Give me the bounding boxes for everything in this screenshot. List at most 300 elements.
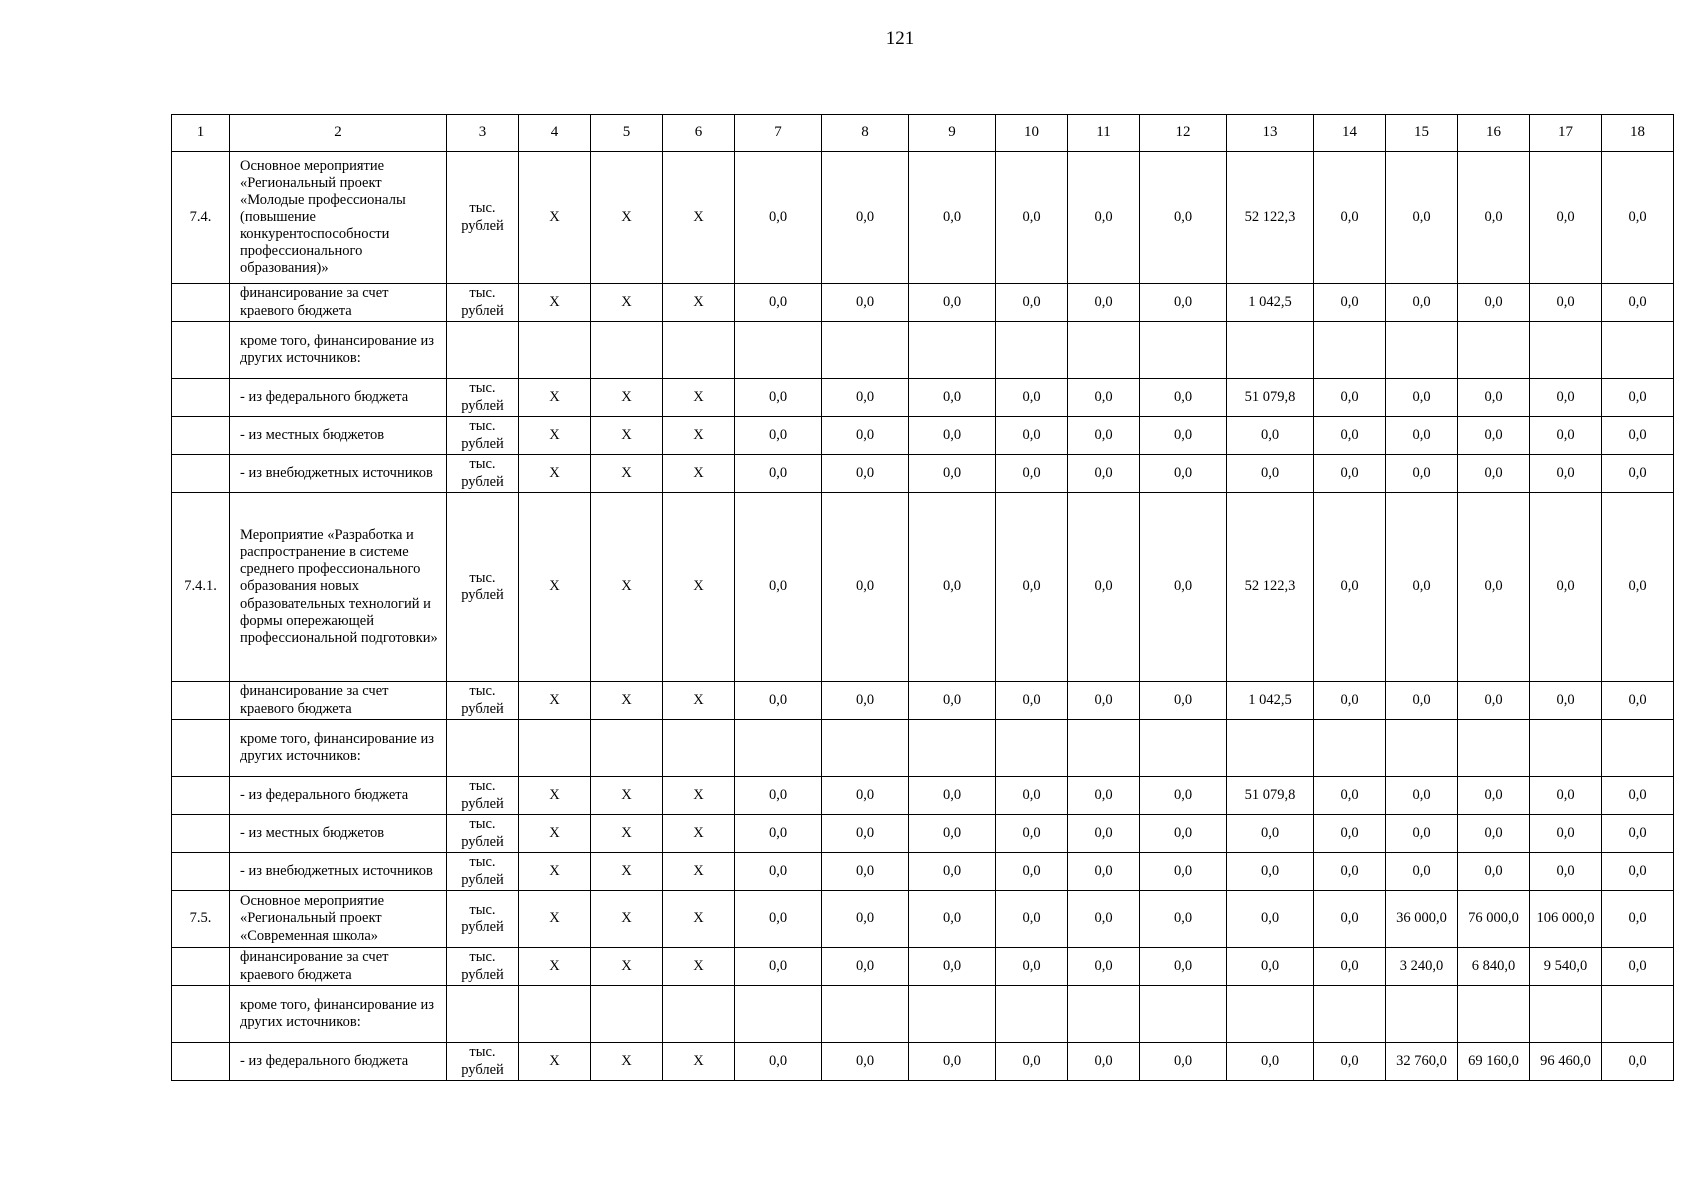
value-cell: 36 000,0 bbox=[1386, 891, 1458, 948]
value-cell: 0,0 bbox=[1386, 493, 1458, 682]
value-cell: 0,0 bbox=[822, 455, 909, 493]
row-name-cell: - из федерального бюджета bbox=[230, 1043, 447, 1081]
value-cell: 0,0 bbox=[1227, 815, 1314, 853]
value-cell: 0,0 bbox=[1530, 417, 1602, 455]
value-cell: 0,0 bbox=[1602, 455, 1674, 493]
value-cell: 0,0 bbox=[909, 455, 996, 493]
table-row bbox=[172, 777, 1674, 815]
value-cell: 0,0 bbox=[1140, 455, 1227, 493]
value-cell: 1 042,5 bbox=[1227, 284, 1314, 322]
row-name-cell: финансирование за счет краевого бюджета bbox=[230, 948, 447, 986]
value-cell: 0,0 bbox=[1314, 1043, 1386, 1081]
table-row bbox=[172, 891, 1674, 948]
value-cell: 0,0 bbox=[909, 891, 996, 948]
row-name-cell: - из внебюджетных источников bbox=[230, 455, 447, 493]
value-cell: 0,0 bbox=[735, 417, 822, 455]
value-cell bbox=[1530, 720, 1602, 777]
value-cell: X bbox=[591, 493, 663, 682]
value-cell: 0,0 bbox=[822, 417, 909, 455]
value-cell: 0,0 bbox=[996, 1043, 1068, 1081]
header-cell: 12 bbox=[1140, 115, 1227, 152]
table-row bbox=[172, 1043, 1674, 1081]
value-cell: 0,0 bbox=[1386, 379, 1458, 417]
value-cell: 0,0 bbox=[1458, 455, 1530, 493]
value-cell: 0,0 bbox=[735, 379, 822, 417]
header-cell: 8 bbox=[822, 115, 909, 152]
value-cell: X bbox=[663, 891, 735, 948]
value-cell: 0,0 bbox=[822, 815, 909, 853]
page-number: 121 bbox=[885, 28, 915, 49]
header-cell: 14 bbox=[1314, 115, 1386, 152]
value-cell: 0,0 bbox=[1458, 777, 1530, 815]
value-cell: 0,0 bbox=[996, 948, 1068, 986]
value-cell: 0,0 bbox=[996, 379, 1068, 417]
value-cell: 0,0 bbox=[1314, 948, 1386, 986]
value-cell bbox=[822, 986, 909, 1043]
unit-cell: тыс. рублей bbox=[447, 948, 519, 986]
value-cell: 0,0 bbox=[1068, 284, 1140, 322]
header-cell: 1 bbox=[172, 115, 230, 152]
value-cell bbox=[1386, 322, 1458, 379]
value-cell: 0,0 bbox=[1314, 152, 1386, 284]
value-cell: 0,0 bbox=[909, 379, 996, 417]
value-cell: X bbox=[519, 455, 591, 493]
unit-cell: тыс. рублей bbox=[447, 379, 519, 417]
value-cell: 0,0 bbox=[996, 455, 1068, 493]
row-number-cell bbox=[172, 1043, 230, 1081]
value-cell: 0,0 bbox=[1602, 815, 1674, 853]
value-cell bbox=[663, 720, 735, 777]
value-cell: 3 240,0 bbox=[1386, 948, 1458, 986]
row-number-cell bbox=[172, 777, 230, 815]
value-cell: 0,0 bbox=[1602, 379, 1674, 417]
value-cell: 0,0 bbox=[1314, 455, 1386, 493]
value-cell: 0,0 bbox=[1386, 284, 1458, 322]
value-cell bbox=[735, 986, 822, 1043]
value-cell: X bbox=[519, 948, 591, 986]
row-number-cell bbox=[172, 948, 230, 986]
row-number-cell bbox=[172, 379, 230, 417]
value-cell: 0,0 bbox=[1602, 152, 1674, 284]
value-cell: 0,0 bbox=[822, 891, 909, 948]
value-cell: 0,0 bbox=[1458, 284, 1530, 322]
row-name-cell: Основное мероприятие «Региональный проект «Молодые профессионалы (повышение конкурентоспособности профессионального образования)» bbox=[230, 152, 447, 284]
row-name-cell: Основное мероприятие «Региональный проект «Современная школа» bbox=[230, 891, 447, 948]
value-cell: 51 079,8 bbox=[1227, 379, 1314, 417]
value-cell: 0,0 bbox=[735, 1043, 822, 1081]
table-row bbox=[172, 815, 1674, 853]
value-cell: 0,0 bbox=[822, 777, 909, 815]
row-number-cell: 7.4.1. bbox=[172, 493, 230, 682]
value-cell bbox=[1314, 322, 1386, 379]
value-cell bbox=[1140, 986, 1227, 1043]
value-cell: 0,0 bbox=[909, 853, 996, 891]
value-cell bbox=[663, 986, 735, 1043]
value-cell bbox=[1140, 322, 1227, 379]
row-name-cell: кроме того, финансирование из других источников: bbox=[230, 720, 447, 777]
value-cell bbox=[735, 322, 822, 379]
value-cell: 0,0 bbox=[1386, 682, 1458, 720]
row-number-cell bbox=[172, 986, 230, 1043]
value-cell: 0,0 bbox=[1068, 891, 1140, 948]
value-cell: 0,0 bbox=[1602, 493, 1674, 682]
value-cell: 0,0 bbox=[1458, 152, 1530, 284]
value-cell: 9 540,0 bbox=[1530, 948, 1602, 986]
value-cell bbox=[1227, 322, 1314, 379]
value-cell: 0,0 bbox=[996, 284, 1068, 322]
header-cell: 13 bbox=[1227, 115, 1314, 152]
value-cell bbox=[1386, 986, 1458, 1043]
value-cell: X bbox=[663, 948, 735, 986]
value-cell: X bbox=[663, 1043, 735, 1081]
value-cell: 0,0 bbox=[1458, 493, 1530, 682]
value-cell: 0,0 bbox=[822, 284, 909, 322]
value-cell: 0,0 bbox=[909, 777, 996, 815]
value-cell: X bbox=[519, 417, 591, 455]
value-cell bbox=[1140, 720, 1227, 777]
value-cell: 0,0 bbox=[1227, 891, 1314, 948]
value-cell: X bbox=[591, 948, 663, 986]
value-cell: X bbox=[591, 417, 663, 455]
value-cell: 0,0 bbox=[1314, 815, 1386, 853]
value-cell: 0,0 bbox=[996, 682, 1068, 720]
value-cell: 0,0 bbox=[1386, 777, 1458, 815]
value-cell: 0,0 bbox=[1530, 493, 1602, 682]
value-cell: 0,0 bbox=[735, 284, 822, 322]
value-cell: 0,0 bbox=[909, 493, 996, 682]
unit-cell: тыс. рублей bbox=[447, 853, 519, 891]
value-cell: 0,0 bbox=[1386, 152, 1458, 284]
value-cell: X bbox=[663, 152, 735, 284]
row-number-cell bbox=[172, 455, 230, 493]
table-row bbox=[172, 682, 1674, 720]
value-cell: 0,0 bbox=[1068, 152, 1140, 284]
value-cell: 0,0 bbox=[1458, 853, 1530, 891]
value-cell: 0,0 bbox=[996, 891, 1068, 948]
header-cell: 9 bbox=[909, 115, 996, 152]
value-cell: 0,0 bbox=[1602, 682, 1674, 720]
value-cell: 0,0 bbox=[909, 1043, 996, 1081]
value-cell: 0,0 bbox=[822, 682, 909, 720]
value-cell: 0,0 bbox=[909, 948, 996, 986]
value-cell: 0,0 bbox=[1530, 682, 1602, 720]
value-cell: X bbox=[519, 1043, 591, 1081]
header-cell: 6 bbox=[663, 115, 735, 152]
value-cell bbox=[1068, 986, 1140, 1043]
value-cell bbox=[735, 720, 822, 777]
table-row bbox=[172, 948, 1674, 986]
value-cell bbox=[1227, 720, 1314, 777]
value-cell: 0,0 bbox=[735, 891, 822, 948]
value-cell: 0,0 bbox=[822, 379, 909, 417]
value-cell: 0,0 bbox=[996, 493, 1068, 682]
value-cell: 0,0 bbox=[1068, 815, 1140, 853]
value-cell: 0,0 bbox=[1140, 777, 1227, 815]
value-cell bbox=[909, 720, 996, 777]
value-cell: 51 079,8 bbox=[1227, 777, 1314, 815]
value-cell: 96 460,0 bbox=[1530, 1043, 1602, 1081]
unit-cell: тыс. рублей bbox=[447, 284, 519, 322]
value-cell bbox=[519, 322, 591, 379]
budget-table bbox=[171, 114, 1674, 1081]
value-cell: X bbox=[519, 284, 591, 322]
value-cell bbox=[1458, 986, 1530, 1043]
value-cell: 52 122,3 bbox=[1227, 493, 1314, 682]
table-row bbox=[172, 720, 1674, 777]
value-cell: 0,0 bbox=[1140, 379, 1227, 417]
value-cell bbox=[1530, 322, 1602, 379]
table-row bbox=[172, 986, 1674, 1043]
value-cell: 0,0 bbox=[1602, 1043, 1674, 1081]
value-cell bbox=[996, 986, 1068, 1043]
value-cell: 0,0 bbox=[1602, 853, 1674, 891]
value-cell: 0,0 bbox=[1314, 417, 1386, 455]
value-cell: 0,0 bbox=[1458, 682, 1530, 720]
value-cell: X bbox=[663, 853, 735, 891]
value-cell: 69 160,0 bbox=[1458, 1043, 1530, 1081]
value-cell: 0,0 bbox=[1068, 853, 1140, 891]
value-cell: 0,0 bbox=[1602, 948, 1674, 986]
row-name-cell: - из местных бюджетов bbox=[230, 815, 447, 853]
table-row bbox=[172, 152, 1674, 284]
value-cell: 0,0 bbox=[1458, 815, 1530, 853]
value-cell: 0,0 bbox=[1314, 891, 1386, 948]
value-cell: 0,0 bbox=[996, 417, 1068, 455]
row-number-cell bbox=[172, 417, 230, 455]
header-cell: 11 bbox=[1068, 115, 1140, 152]
value-cell: 0,0 bbox=[1530, 853, 1602, 891]
row-name-cell: Мероприятие «Разработка и распространение в системе среднего профессионального образования новых образовательных технологий и формы опережающей профессиональной подготовки» bbox=[230, 493, 447, 682]
table-row bbox=[172, 284, 1674, 322]
value-cell: 6 840,0 bbox=[1458, 948, 1530, 986]
header-cell: 18 bbox=[1602, 115, 1674, 152]
value-cell: 0,0 bbox=[1314, 493, 1386, 682]
row-number-cell bbox=[172, 682, 230, 720]
value-cell: 0,0 bbox=[1227, 948, 1314, 986]
value-cell: X bbox=[663, 455, 735, 493]
row-name-cell: кроме того, финансирование из других источников: bbox=[230, 322, 447, 379]
value-cell: 0,0 bbox=[1386, 417, 1458, 455]
value-cell: 0,0 bbox=[909, 815, 996, 853]
value-cell: 0,0 bbox=[996, 777, 1068, 815]
value-cell: 0,0 bbox=[1140, 152, 1227, 284]
value-cell bbox=[1602, 720, 1674, 777]
value-cell bbox=[1602, 322, 1674, 379]
value-cell: 0,0 bbox=[909, 284, 996, 322]
value-cell: X bbox=[591, 853, 663, 891]
value-cell: 0,0 bbox=[1068, 455, 1140, 493]
value-cell: X bbox=[591, 682, 663, 720]
value-cell bbox=[591, 720, 663, 777]
value-cell: 76 000,0 bbox=[1458, 891, 1530, 948]
value-cell bbox=[1530, 986, 1602, 1043]
row-name-cell: - из федерального бюджета bbox=[230, 379, 447, 417]
value-cell: 0,0 bbox=[1530, 455, 1602, 493]
value-cell: 0,0 bbox=[1068, 417, 1140, 455]
value-cell: 0,0 bbox=[735, 455, 822, 493]
value-cell: X bbox=[663, 493, 735, 682]
value-cell bbox=[996, 322, 1068, 379]
value-cell: X bbox=[519, 152, 591, 284]
value-cell: 0,0 bbox=[1386, 455, 1458, 493]
value-cell bbox=[663, 322, 735, 379]
value-cell bbox=[1227, 986, 1314, 1043]
value-cell: 0,0 bbox=[1140, 1043, 1227, 1081]
value-cell: X bbox=[591, 777, 663, 815]
row-name-cell: - из внебюджетных источников bbox=[230, 853, 447, 891]
row-name-cell: - из федерального бюджета bbox=[230, 777, 447, 815]
value-cell: 0,0 bbox=[1140, 682, 1227, 720]
value-cell: 0,0 bbox=[735, 853, 822, 891]
value-cell: 52 122,3 bbox=[1227, 152, 1314, 284]
value-cell bbox=[519, 720, 591, 777]
value-cell: 0,0 bbox=[735, 815, 822, 853]
header-row bbox=[172, 115, 1674, 152]
value-cell: 0,0 bbox=[822, 152, 909, 284]
value-cell: 0,0 bbox=[1314, 379, 1386, 417]
value-cell: X bbox=[519, 493, 591, 682]
value-cell: 0,0 bbox=[735, 493, 822, 682]
unit-cell: тыс. рублей bbox=[447, 493, 519, 682]
value-cell: X bbox=[663, 417, 735, 455]
value-cell: X bbox=[519, 682, 591, 720]
table-row bbox=[172, 379, 1674, 417]
value-cell: 0,0 bbox=[1530, 284, 1602, 322]
unit-cell: тыс. рублей bbox=[447, 417, 519, 455]
value-cell: X bbox=[591, 1043, 663, 1081]
value-cell bbox=[909, 986, 996, 1043]
table-row bbox=[172, 455, 1674, 493]
value-cell bbox=[822, 720, 909, 777]
value-cell: 0,0 bbox=[996, 152, 1068, 284]
value-cell: 0,0 bbox=[1227, 853, 1314, 891]
value-cell: 0,0 bbox=[1068, 777, 1140, 815]
unit-cell: тыс. рублей bbox=[447, 455, 519, 493]
value-cell: X bbox=[519, 777, 591, 815]
value-cell: 0,0 bbox=[1602, 417, 1674, 455]
unit-cell bbox=[447, 720, 519, 777]
value-cell bbox=[1458, 322, 1530, 379]
value-cell: 0,0 bbox=[909, 417, 996, 455]
value-cell: 0,0 bbox=[909, 682, 996, 720]
value-cell: 0,0 bbox=[1227, 1043, 1314, 1081]
value-cell: X bbox=[591, 455, 663, 493]
value-cell bbox=[1386, 720, 1458, 777]
row-number-cell: 7.4. bbox=[172, 152, 230, 284]
value-cell: 0,0 bbox=[1068, 493, 1140, 682]
value-cell: 0,0 bbox=[1530, 777, 1602, 815]
row-name-cell: финансирование за счет краевого бюджета bbox=[230, 682, 447, 720]
value-cell bbox=[996, 720, 1068, 777]
value-cell: 106 000,0 bbox=[1530, 891, 1602, 948]
value-cell: 32 760,0 bbox=[1386, 1043, 1458, 1081]
header-cell: 2 bbox=[230, 115, 447, 152]
row-name-cell: финансирование за счет краевого бюджета bbox=[230, 284, 447, 322]
header-cell: 4 bbox=[519, 115, 591, 152]
value-cell: X bbox=[591, 379, 663, 417]
value-cell: 0,0 bbox=[1068, 379, 1140, 417]
value-cell: 0,0 bbox=[1140, 284, 1227, 322]
value-cell: 0,0 bbox=[1458, 417, 1530, 455]
value-cell: X bbox=[591, 152, 663, 284]
value-cell: 0,0 bbox=[735, 777, 822, 815]
value-cell bbox=[591, 322, 663, 379]
value-cell: 0,0 bbox=[822, 853, 909, 891]
value-cell: 0,0 bbox=[822, 1043, 909, 1081]
value-cell: 0,0 bbox=[1314, 682, 1386, 720]
value-cell bbox=[909, 322, 996, 379]
unit-cell bbox=[447, 322, 519, 379]
header-cell: 7 bbox=[735, 115, 822, 152]
value-cell bbox=[1458, 720, 1530, 777]
value-cell: 0,0 bbox=[1314, 853, 1386, 891]
header-cell: 17 bbox=[1530, 115, 1602, 152]
header-cell: 3 bbox=[447, 115, 519, 152]
value-cell: 0,0 bbox=[822, 493, 909, 682]
value-cell bbox=[822, 322, 909, 379]
value-cell: 0,0 bbox=[1140, 493, 1227, 682]
value-cell bbox=[591, 986, 663, 1043]
row-name-cell: - из местных бюджетов bbox=[230, 417, 447, 455]
row-number-cell bbox=[172, 284, 230, 322]
unit-cell bbox=[447, 986, 519, 1043]
value-cell: 0,0 bbox=[1458, 379, 1530, 417]
value-cell bbox=[519, 986, 591, 1043]
value-cell: 0,0 bbox=[1068, 1043, 1140, 1081]
value-cell: 0,0 bbox=[1227, 455, 1314, 493]
header-cell: 5 bbox=[591, 115, 663, 152]
value-cell bbox=[1602, 986, 1674, 1043]
value-cell: 0,0 bbox=[996, 853, 1068, 891]
value-cell: X bbox=[663, 682, 735, 720]
value-cell: X bbox=[663, 777, 735, 815]
value-cell: X bbox=[591, 815, 663, 853]
value-cell: 0,0 bbox=[735, 152, 822, 284]
value-cell: 0,0 bbox=[1530, 815, 1602, 853]
value-cell bbox=[1314, 720, 1386, 777]
value-cell: 0,0 bbox=[822, 948, 909, 986]
value-cell: X bbox=[519, 891, 591, 948]
value-cell: X bbox=[663, 284, 735, 322]
value-cell: X bbox=[591, 891, 663, 948]
unit-cell: тыс. рублей bbox=[447, 1043, 519, 1081]
value-cell bbox=[1068, 322, 1140, 379]
value-cell: X bbox=[519, 815, 591, 853]
value-cell: X bbox=[663, 815, 735, 853]
unit-cell: тыс. рублей bbox=[447, 815, 519, 853]
value-cell: 0,0 bbox=[1140, 948, 1227, 986]
row-name-cell: кроме того, финансирование из других источников: bbox=[230, 986, 447, 1043]
value-cell bbox=[1314, 986, 1386, 1043]
value-cell: X bbox=[663, 379, 735, 417]
value-cell: 0,0 bbox=[1530, 152, 1602, 284]
row-number-cell bbox=[172, 815, 230, 853]
value-cell: 0,0 bbox=[1140, 891, 1227, 948]
unit-cell: тыс. рублей bbox=[447, 891, 519, 948]
unit-cell: тыс. рублей bbox=[447, 777, 519, 815]
header-cell: 16 bbox=[1458, 115, 1530, 152]
value-cell: 1 042,5 bbox=[1227, 682, 1314, 720]
value-cell bbox=[1068, 720, 1140, 777]
value-cell: 0,0 bbox=[1068, 682, 1140, 720]
value-cell: 0,0 bbox=[1602, 284, 1674, 322]
row-number-cell bbox=[172, 322, 230, 379]
table-row bbox=[172, 493, 1674, 682]
value-cell: 0,0 bbox=[1386, 853, 1458, 891]
table-row bbox=[172, 417, 1674, 455]
value-cell: 0,0 bbox=[1386, 815, 1458, 853]
value-cell: X bbox=[591, 284, 663, 322]
